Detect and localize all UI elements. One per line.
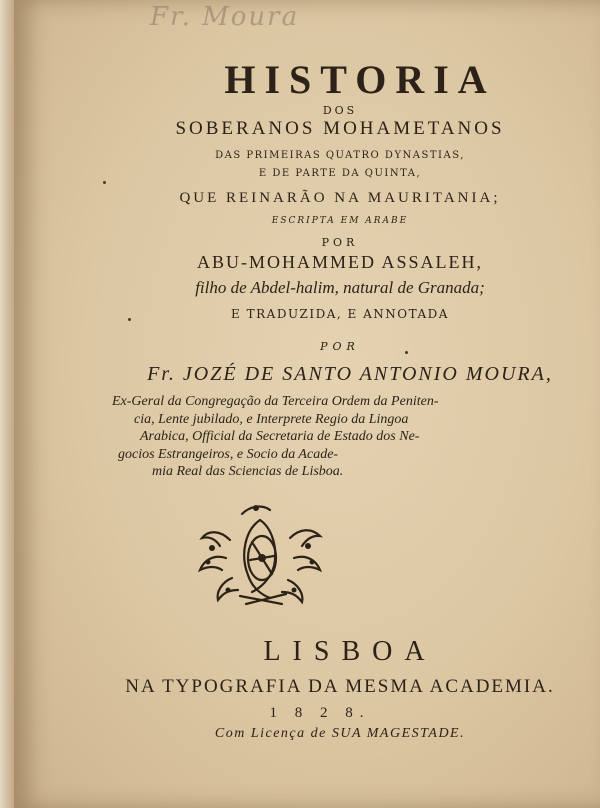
translator-biography	[112, 393, 492, 481]
bio-line: cia, Lente jubilado, e Interprete Regio da Lingoa	[134, 411, 409, 427]
title-line-dynasties: DAS PRIMEIRAS QUATRO DYNASTIAS,	[215, 150, 465, 161]
bio-line: mia Real das Sciencias de Lisboa.	[152, 464, 344, 479]
title-subject: SOBERANOS MOHAMETANOS	[175, 118, 505, 139]
printers-ornament-icon	[190, 500, 330, 610]
by-label-translator: POR	[320, 340, 360, 353]
title-line-quinta: E DE PARTE DA QUINTA,	[258, 168, 422, 179]
written-in-arabic: ESCRIPTA EM ARABE	[271, 216, 409, 226]
bio-line: Ex-Geral da Congregação da Terceira Ordem da Peniten-	[112, 394, 439, 409]
bio-line: gocios Estrangeiros, e Socio da Acade-	[118, 446, 339, 462]
book-title: HISTORIA	[224, 57, 496, 102]
imprint-license: Com Licença de SUA MAGESTADE.	[214, 726, 466, 741]
ink-speck	[128, 318, 131, 321]
original-author-description: filho de Abdel-halim, natural de Granada;	[195, 278, 485, 297]
ink-speck	[405, 351, 408, 354]
ink-speck	[103, 181, 106, 184]
handwritten-signature: Fr. Moura	[150, 2, 300, 32]
imprint-city: LISBOA	[263, 636, 437, 667]
translation-label: E TRADUZIDA, E ANNOTADA	[231, 307, 449, 321]
bio-line: Arabica, Official da Secretaria de Estado dos Ne-	[140, 429, 420, 444]
title-line-mauritania: QUE REINARÃO NA MAURITANIA;	[179, 190, 501, 206]
translator-name: Fr. JOZÉ DE SANTO ANTONIO MOURA,	[147, 363, 553, 385]
imprint-printer: NA TYPOGRAFIA DA MESMA ACADEMIA.	[125, 676, 555, 697]
original-author-name: ABU-MOHAMMED ASSALEH,	[196, 252, 484, 272]
imprint-year: 1 8 2 8.	[269, 705, 371, 721]
by-label-author: POR	[321, 236, 359, 249]
title-dos: DOS	[322, 104, 358, 117]
